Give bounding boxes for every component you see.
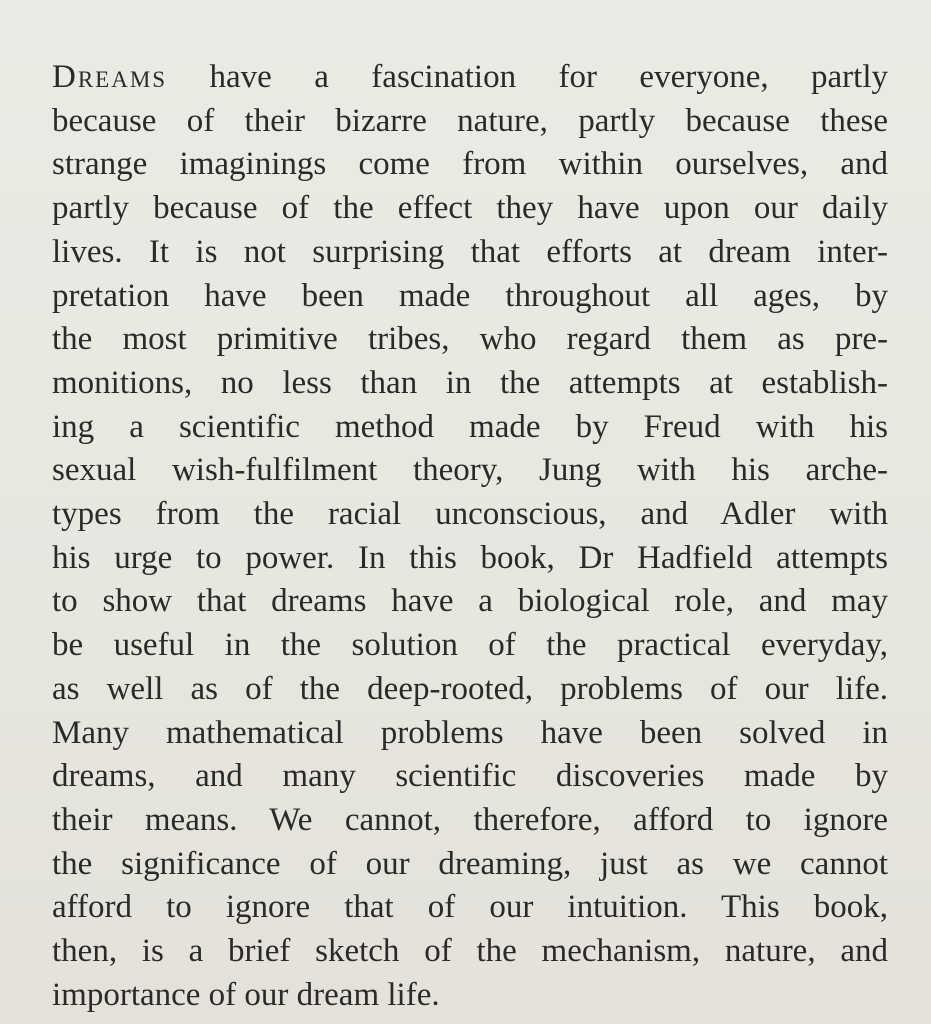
text-line: strange imaginings come from within ourselves, and <box>52 146 888 183</box>
text-line: types from the racial unconscious, and Adler with <box>52 496 888 533</box>
text-line: the significance of our dreaming, just as we cannot <box>52 845 888 882</box>
text-line: then, is a brief sketch of the mechanism, nature, and <box>52 933 888 970</box>
text-line: because of their bizarre nature, partly because these <box>52 102 888 139</box>
text-line: partly because of the effect they have upon our daily <box>52 190 888 227</box>
text-line: sexual wish-fulfilment theory, Jung with his arche- <box>52 452 888 489</box>
text-line: the most primitive tribes, who regard them as pre- <box>52 321 888 358</box>
text-line-content: have a fascination for everyone, partly <box>209 59 889 95</box>
text-line: afford to ignore that of our intuition. This book, <box>52 889 888 926</box>
opening-word: Dreams <box>52 59 168 95</box>
text-line <box>52 56 888 100</box>
text-line: lives. It is not surprising that efforts at dream inter- <box>52 233 888 270</box>
text-line: dreams, and many scientific discoveries made by <box>52 758 888 795</box>
text-line: be useful in the solution of the practical everyday, <box>52 627 888 664</box>
text-line: Many mathematical problems have been solved in <box>52 714 888 751</box>
blurb-paragraph <box>52 56 888 1017</box>
text-line: his urge to power. In this book, Dr Hadfield attempts <box>52 539 888 576</box>
text-line: as well as of the deep-rooted, problems of our life. <box>52 670 888 707</box>
text-line: to show that dreams have a biological role, and may <box>52 583 888 620</box>
text-line: their means. We cannot, therefore, afford to ignore <box>52 801 888 838</box>
text-line: importance of our dream life. <box>52 976 440 1013</box>
text-line: monitions, no less than in the attempts at establish- <box>52 364 888 401</box>
text-line: pretation have been made throughout all ages, by <box>52 277 888 314</box>
text-line: ing a scientific method made by Freud with his <box>52 408 888 445</box>
